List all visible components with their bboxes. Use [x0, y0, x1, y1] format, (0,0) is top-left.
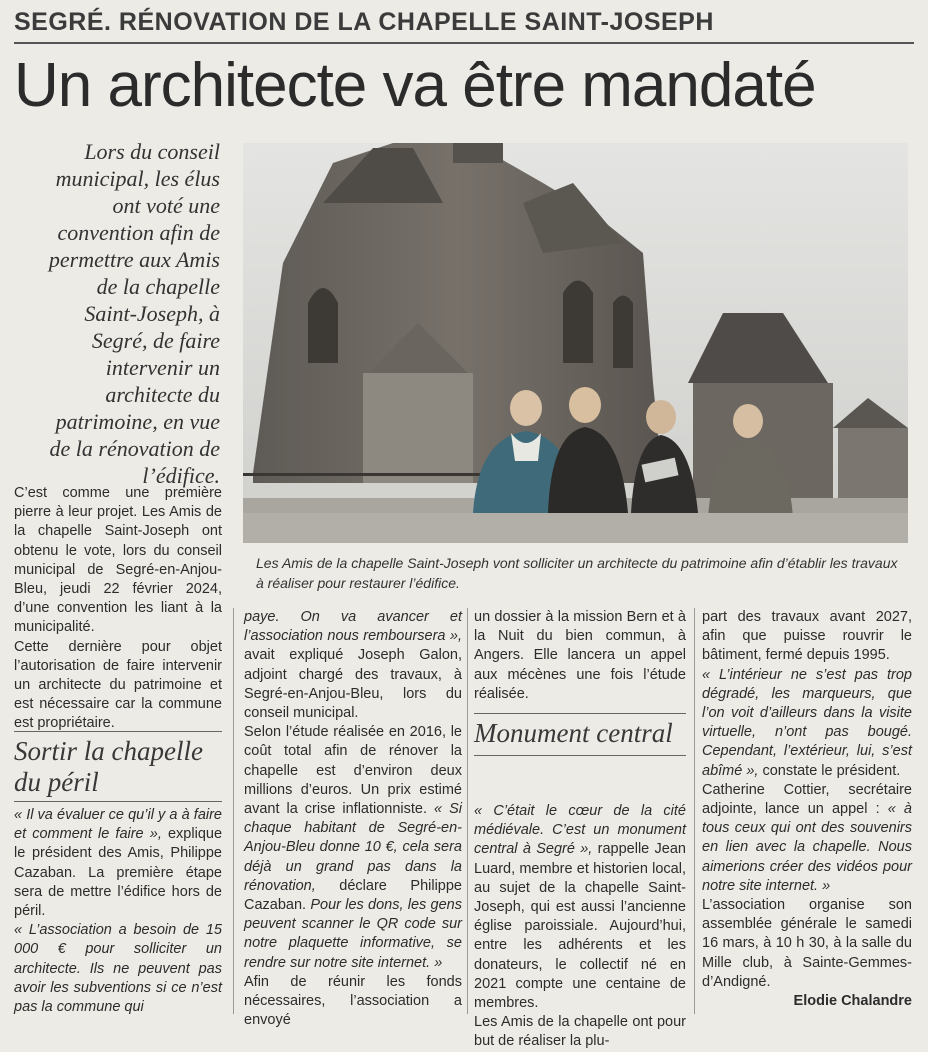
quote: « L’intérieur ne s’est pas trop dégradé, les marqueurs, que l’on voit d’ailleurs dans la visite virtuelle, n’ont pas bougé. Cependant, l’extérieur, lui, s’est abîmé », [702, 666, 912, 779]
quote: Pour les dons, les gens peuvent scanner le QR code sur notre plaquette informative, se rendre sur notre site internet. » [244, 897, 462, 971]
column-divider [694, 608, 695, 1014]
photo-caption: Les Amis de la chapelle Saint-Joseph vont solliciter un architecte du patrimoine afin d’établir les travaux à réaliser pour restaurer l’édifice. [256, 555, 898, 591]
author-signature: Elodie Chalandre [793, 993, 912, 1009]
paragraph [474, 802, 686, 1013]
text: rappelle Jean Luard, membre et historien local, au sujet de la chapelle Saint-Joseph, qui est aussi l’ancienne église paroissiale. Aujourd’hui, entre les adhérents et les donateurs, le collectif né en 2021 compte une centaine de membres. [474, 841, 686, 1012]
text: explique le président des Amis, Philippe Cazaban. La première étape sera de mettre l’édifice hors de péril. [14, 826, 223, 920]
paragraph: part des travaux avant 2027, afin que puisse rouvrir le bâtiment, fermé depuis 1995. [702, 609, 912, 664]
column-1-intro [14, 484, 222, 734]
article-lead: Lors du conseil municipal, les élus ont voté une convention afin de permettre aux Amis de la chapelle Saint-Joseph, à Segré, de faire intervenir un architecte du patrimoine, en vue de la rénovation de l’édifice. [48, 139, 220, 488]
paragraph: Les Amis de la chapelle ont pour but de réaliser la plu- [474, 1014, 686, 1050]
article-headline: Un architecte va être mandaté [14, 51, 816, 120]
text: constate le président. [758, 762, 901, 779]
paragraph [244, 723, 462, 973]
paragraph [702, 781, 912, 896]
text: avait expliqué Joseph Galon, adjoint chargé des travaux, à Segré-en-Anjou-Bleu, lors du conseil municipal. [244, 647, 462, 722]
quote: paye. On va avancer et l’association nous remboursera », [244, 609, 462, 645]
column-2 [244, 608, 462, 1030]
subhead-rule [474, 713, 686, 714]
column-divider [467, 608, 468, 1014]
paragraph: Cette dernière pour objet l’autorisation de faire intervenir un architecte du patrimoine et est nécessaire car la commune est propriétaire. [14, 638, 222, 732]
paragraph [702, 666, 912, 781]
subhead-rule [14, 731, 222, 732]
column-3-top [474, 608, 686, 704]
quote-paragraph: « L’association a besoin de 15 000 € pour solliciter un architecte. Ils ne peuvent pas avoir les subventions si ce n’est pas la commune qui [14, 922, 222, 1016]
paragraph [244, 608, 462, 723]
subhead-rule [14, 801, 222, 802]
subhead-monument-central: Monument central [474, 718, 673, 748]
article-kicker: SEGRÉ. RÉNOVATION DE LA CHAPELLE SAINT-JOSEPH [14, 8, 714, 36]
article-photo [243, 143, 908, 543]
paragraph: Afin de réunir les fonds nécessaires, l’association a envoyé [244, 973, 462, 1029]
subhead-rule [474, 755, 686, 756]
column-3-body [474, 802, 686, 1052]
column-4 [702, 608, 912, 992]
paragraph: C’est comme une première pierre à leur projet. Les Amis de la chapelle Saint-Joseph ont obtenu le vote, lors du conseil municipal de Segré-en-Anjou-Bleu, jeudi 22 février 2024, d’une convention les liant à la municipalité. [14, 485, 222, 636]
column-divider [233, 608, 234, 1014]
quote: « Il va évaluer ce qu’il y a à faire et comment le faire », [14, 807, 222, 843]
paragraph: L’association organise son assemblée générale le samedi 16 mars, à 10 h 30, à la salle du Mille club, à Sainte-Gemmes-d’Andigné. [702, 897, 912, 990]
quote: « Si chaque habitant de Segré-en-Anjou-Bleu donne 10 €, cela sera déjà un grand pas dans la rénovation, [244, 801, 462, 894]
column-1-body [14, 806, 222, 1017]
text: Catherine Cottier, secrétaire adjointe, lance un appel : [702, 781, 912, 818]
quote: « à tous ceux qui ont des souvenirs en lien avec la chapelle. Nous aimerions créer des vidéos pour notre site internet. » [702, 801, 912, 894]
quote: « C’était le cœur de la cité médiévale. C’est un monument central à Segré », [474, 803, 686, 858]
text: Selon l’étude réalisée en 2016, le coût total afin de rénover la chapelle est d’environ deux millions d’euros. Un prix estimé avant la crise inflationniste. [244, 724, 462, 818]
paragraph [14, 806, 222, 921]
kicker-rule [14, 42, 914, 44]
chapel-photo-image [243, 143, 908, 543]
text: déclare Philippe Cazaban. [244, 877, 462, 914]
paragraph: un dossier à la mission Bern et à la Nuit du bien commun, à Angers. Elle lancera un appel aux mécènes une fois l’étude réalisée. [474, 609, 686, 702]
subhead-sortir-la-chapelle: Sortir la chapelle du péril [14, 736, 203, 797]
